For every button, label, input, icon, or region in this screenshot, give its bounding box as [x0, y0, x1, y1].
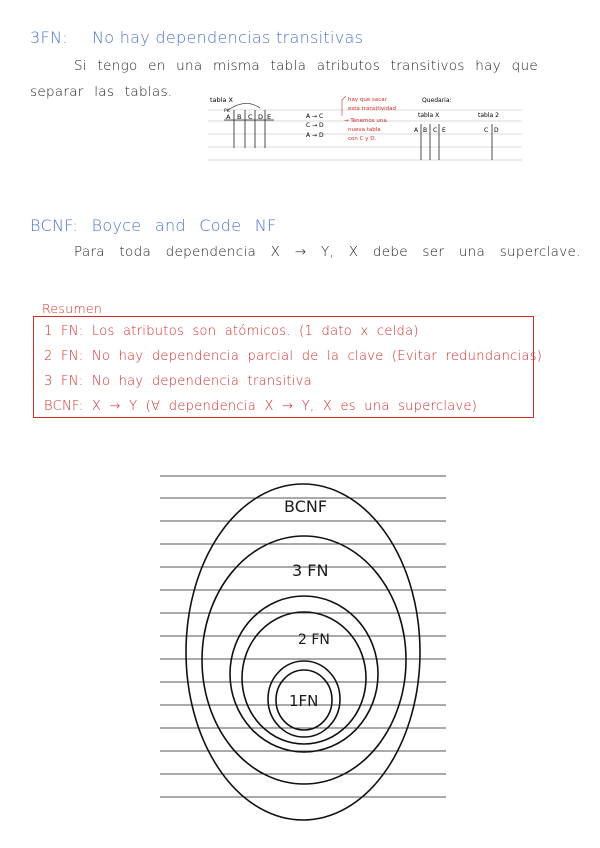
note-line-5: con C y D. [348, 136, 377, 142]
note-line-2: esta transitividad [348, 106, 397, 112]
dep-a-c: A → C [306, 113, 324, 120]
new-table-x-col-e: E [442, 127, 446, 134]
table-x-col-c: C [248, 113, 253, 121]
heading-3fn-label: 3FN: [30, 28, 68, 47]
ellipse-bcnf [186, 484, 420, 820]
table2-label: tabla 2 [478, 112, 499, 119]
heading-3fn-title: No hay dependencias transitivas [91, 28, 364, 47]
label-bcnf: BCNF [284, 497, 328, 516]
label-2fn: 2 FN [298, 632, 330, 648]
resumen-line-2fn: 2 FN: No hay dependencia parcial de la clave (Evitar redundancias) [44, 349, 543, 364]
resumen-label: Resumen [42, 301, 103, 316]
result-label: Quedaria: [422, 97, 452, 104]
table-x-col-e: E [267, 113, 272, 121]
new-table-x-col-a: A [414, 127, 419, 134]
normal-forms-diagram [160, 466, 446, 822]
ellipse-2fn-outer [230, 596, 378, 752]
label-1fn: 1FN [289, 692, 319, 710]
new-table-x-label: tabla X [418, 112, 440, 119]
label-3fn: 3 FN [292, 561, 329, 580]
table-x-col-d: D [258, 113, 264, 121]
dep-c-d: C → D [306, 122, 324, 129]
note-line-1: hay que sacar [348, 97, 387, 103]
new-table-x-col-b: B [423, 127, 428, 134]
heading-bcnf [30, 216, 277, 235]
dep-a-d: A → D [306, 132, 324, 139]
table-x-col-b: B [237, 113, 242, 121]
note-line-3: → Tenemos una [344, 118, 387, 124]
table2-col-d: D [494, 127, 499, 134]
resumen-line-3fn: 3 FN: No hay dependencia transitiva [44, 374, 312, 389]
table-sketch-drawing [208, 92, 522, 164]
heading-bcnf-label: BCNF: [30, 216, 79, 235]
nested-ellipses [160, 466, 446, 822]
note-line-4: nueva tabla [348, 127, 381, 133]
heading-3fn [30, 28, 363, 47]
table-sketch [208, 92, 522, 164]
paragraph-3fn-line1: Si tengo en una misma tabla atributos transitivos hay que [74, 58, 538, 74]
paragraph-bcnf: Para toda dependencia X → Y, X debe ser una superclave. [74, 244, 581, 260]
resumen-line-bcnf: BCNF: X → Y (∀ dependencia X → Y, X es una superclave) [44, 399, 478, 414]
table-x-col-a: A [226, 113, 231, 121]
heading-bcnf-title: Boyce and Code NF [91, 216, 277, 235]
table2-col-c: C [484, 127, 489, 134]
new-table-x-col-c: C [433, 127, 438, 134]
resumen-line-1fn: 1 FN: Los atributos son atómicos. (1 dato x celda) [44, 324, 419, 339]
paragraph-3fn-line2: separar las tablas. [30, 84, 173, 100]
pk-label: PK [224, 109, 230, 114]
table-x-label: tabla X [210, 96, 233, 104]
